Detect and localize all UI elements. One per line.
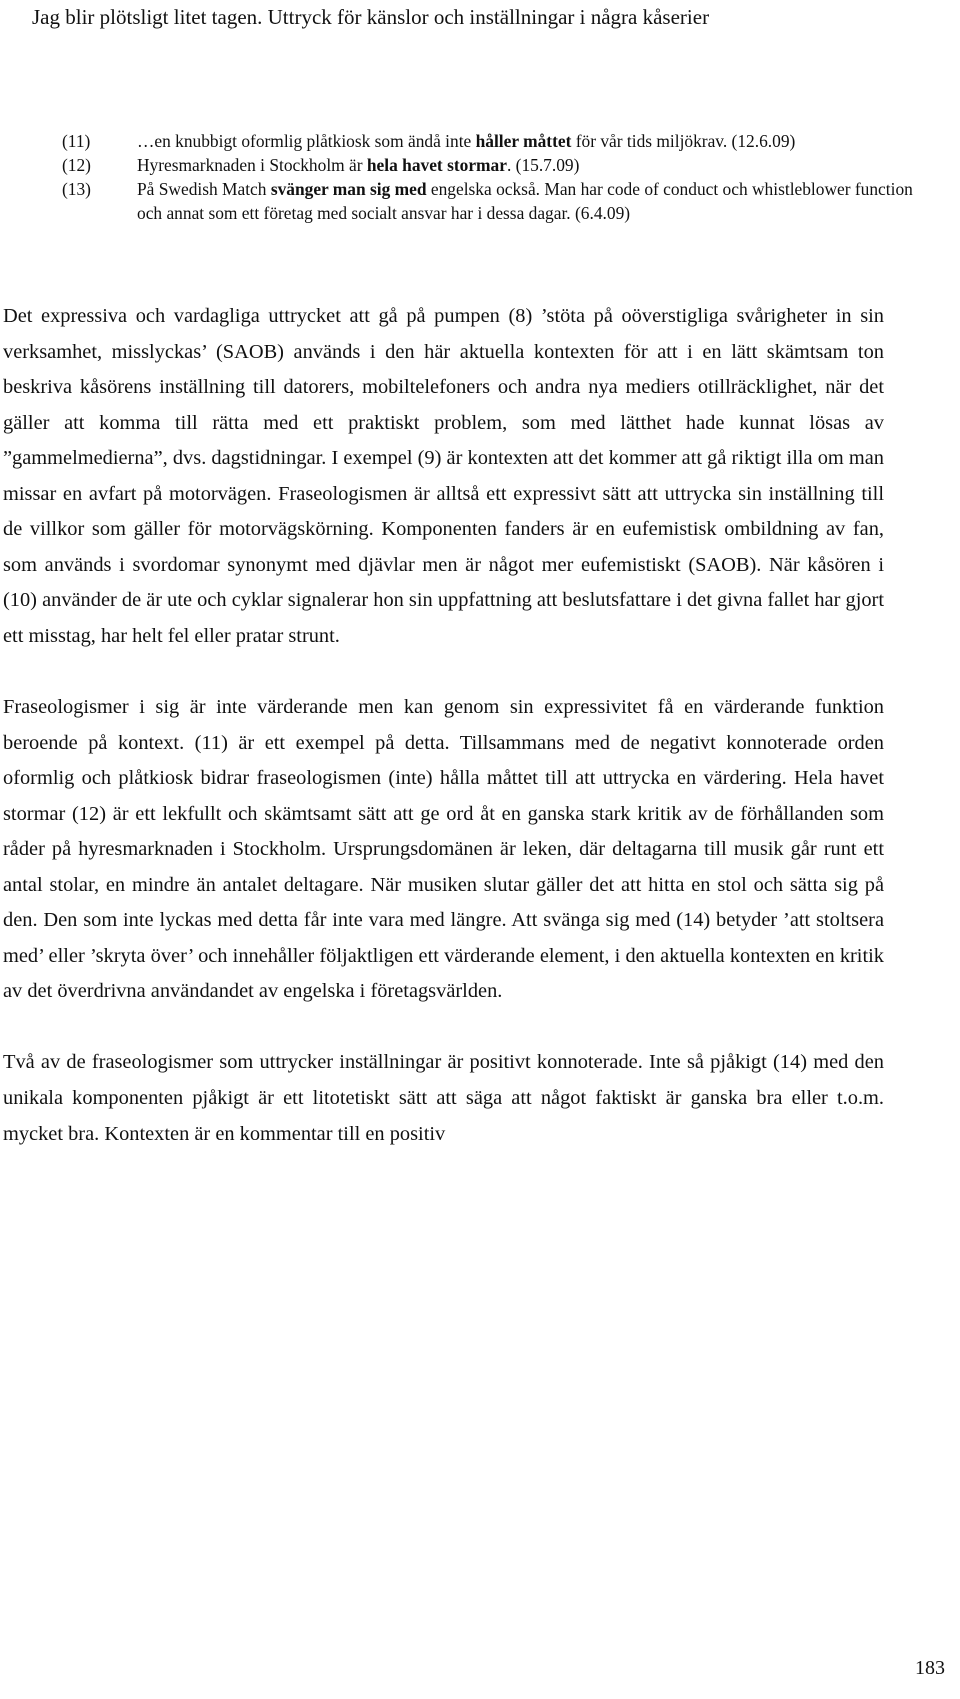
example-number: (11): [62, 131, 91, 151]
example-segment: …en knubbigt oformlig plåtkiosk som ändå inte: [137, 131, 476, 151]
example-segment: Hyresmarknaden i Stockholm är: [137, 155, 367, 175]
paragraph-3: Två av de fraseologismer som uttrycker inställningar är positivt konnoterade. Inte så pjåkigt (14) med den unikala komponenten pjåkigt är ett litotetiskt sätt att säga att något faktiskt är ganska bra eller t.o.m. mycket bra. Kontexten är en kommentar till en positiv: [3, 1051, 884, 1145]
example-11: [62, 129, 938, 153]
paragraph-1: Det expressiva och vardagliga uttrycket att gå på pumpen (8) ’stöta på oöverstigliga svårigheter in sin verksamhet, misslyckas’ (SAOB) används i den här aktuella kontexten för att i en lätt skämtsam ton beskriva kåsörens inställning till datorers, mobiltelefoners och andra nya mediers otillräcklighet, när det gäller att komma till rätta med ett praktiskt problem, som med lätthet hade kunnat lösas av ”gammelmedierna”, dvs. dagstidningar. I exempel (9) är kontexten att det kommer att gå riktigt illa om man missar en avfart på motorvägen. Fraseologismen är alltså ett expressivt sätt att uttrycka sin inställning till de villkor som gäller för motorvägskörning. Komponenten fanders är en eufemistisk ombildning av fan, som används i svordomar synonymt med djävlar men är något mer eufemistiskt (SAOB). När kåsören i (10) använder de är ute och cyklar signalerar hon sin uppfattning att beslutsfattare i det givna fallet har gjort ett misstag, har helt fel eller pratar strunt.: [3, 305, 885, 647]
example-12: [62, 153, 938, 177]
example-segment: På Swedish Match: [137, 179, 271, 199]
example-list: [62, 129, 938, 225]
example-phrase: håller måttet: [475, 131, 572, 151]
page-number: 183: [915, 1657, 945, 1679]
running-header: Jag blir plötsligt litet tagen. Uttryck för känslor och inställningar i några kåserier: [32, 5, 710, 29]
example-number: (12): [62, 155, 91, 175]
example-segment: . (15.7.09): [506, 155, 580, 175]
example-text: [137, 129, 938, 153]
example-text: [137, 153, 938, 177]
body-text: [3, 299, 884, 1152]
example-phrase: hela havet stormar: [366, 155, 507, 175]
example-text: [137, 177, 938, 225]
example-13: [62, 177, 938, 225]
example-segment: för vår tids miljökrav. (12.6.09): [571, 131, 796, 151]
example-number: (13): [62, 179, 91, 199]
example-segment: engelska också. Man har code of conduct och whistleblower function och annat som ett företag med socialt ansvar har i dessa dagar. (6.4.09): [137, 179, 913, 223]
paragraph-2: Fraseologismer i sig är inte värderande men kan genom sin expressivitet få en värderande funktion beroende på kontext. (11) är ett exempel på detta. Tillsammans med de negativt konnoterade orden oformlig och plåtkiosk bidrar fraseologismen (inte) hålla måttet till att uttrycka en värdering. Hela havet stormar (12) är ett lekfullt och skämtsamt sätt att ge ord åt en ganska stark kritik av de förhållanden som råder på hyresmarknaden i Stockholm. Ursprungsdomänen är leken, där deltagarna till musik går runt ett antal stolar, en mindre än antalet deltagare. När musiken slutar gäller det att hitta en stol och sätta sig på den. Den som inte lyckas med detta får inte vara med längre. Att svänga sig med (14) betyder ’att stoltsera med’ eller ’skryta över’ och innehåller följaktligen ett värderande element, i den aktuella kontexten en kritik av det överdrivna användandet av engelska i företagsvärlden.: [3, 696, 884, 1003]
example-phrase: svänger man sig med: [270, 179, 427, 199]
